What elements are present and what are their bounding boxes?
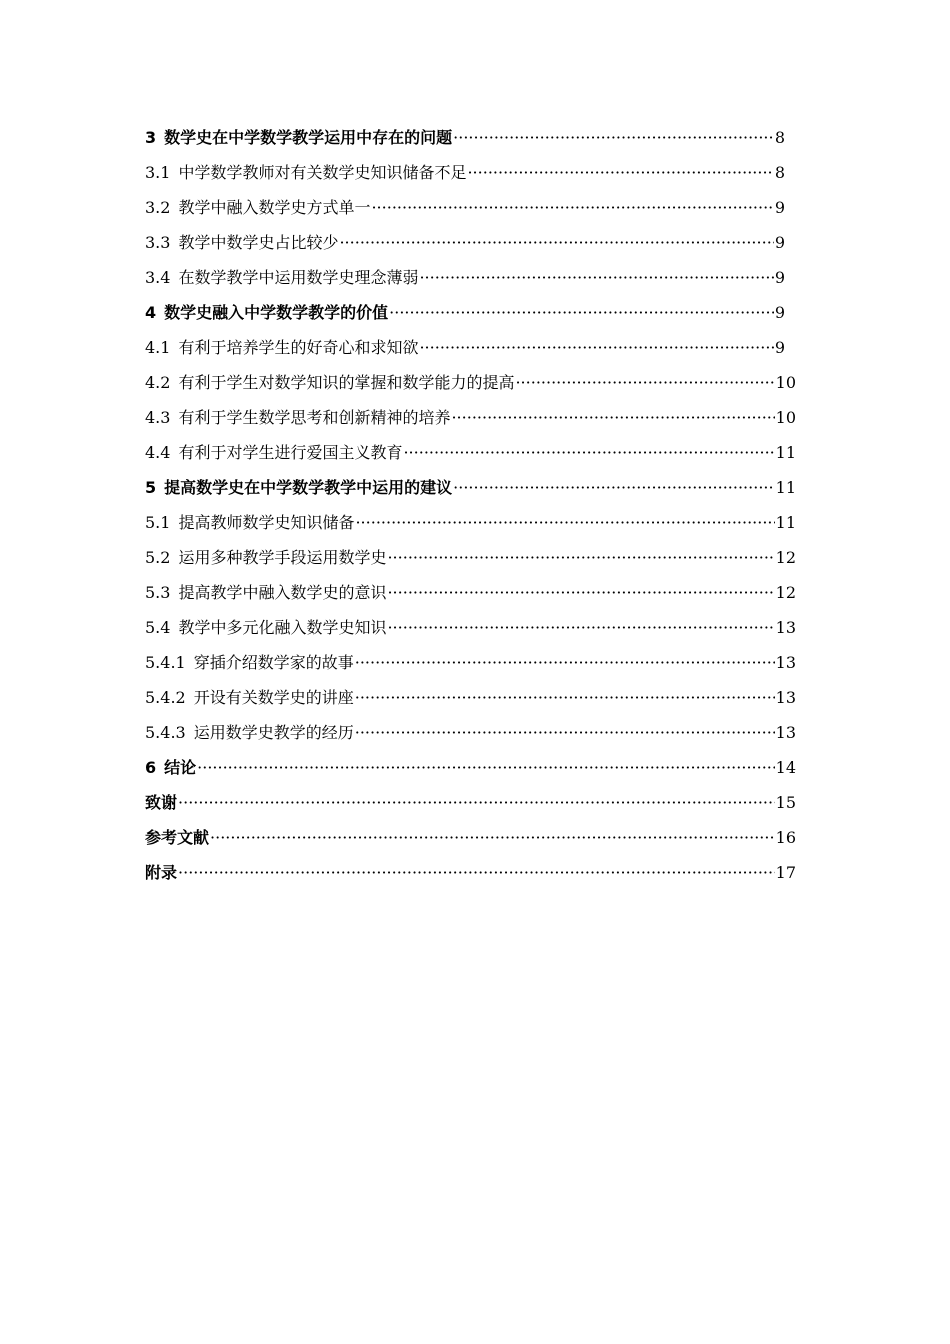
- toc-entry[interactable]: [145, 295, 796, 330]
- toc-entry[interactable]: [145, 785, 796, 820]
- toc-entry-number: 5.4.1: [145, 653, 186, 672]
- toc-entry[interactable]: [145, 225, 796, 260]
- toc-entry-title: 附录: [145, 863, 178, 882]
- toc-leader-dots: [178, 785, 775, 820]
- toc-entry-page: 10: [775, 373, 796, 392]
- toc-entry-page: 8: [774, 163, 785, 182]
- toc-entry-title: 运用多种教学手段运用数学史: [178, 548, 387, 567]
- toc-entry-number: 3: [145, 128, 157, 147]
- toc-entry-title: 致谢: [145, 793, 178, 812]
- toc-entry-page: 17: [775, 863, 796, 882]
- toc-entry-number: 5.4.2: [145, 688, 186, 707]
- toc-entry-page: 11: [775, 513, 796, 532]
- toc-leader-dots: [355, 680, 775, 715]
- toc-entry-page: 9: [774, 198, 785, 217]
- toc-leader-dots: [419, 330, 773, 365]
- toc-entry-title: 提高教师数学史知识储备: [178, 513, 355, 532]
- toc-leader-dots: [178, 855, 775, 890]
- toc-leader-dots: [389, 295, 774, 330]
- toc-entry-title: 有利于培养学生的好奇心和求知欲: [178, 338, 419, 357]
- toc-entry-title: 穿插介绍数学家的故事: [193, 653, 354, 672]
- toc-entry-page: 9: [774, 233, 785, 252]
- toc-entry-page: 14: [775, 758, 796, 777]
- toc-entry-page: 13: [775, 653, 796, 672]
- toc-entry-title: 运用数学史教学的经历: [193, 723, 354, 742]
- toc-leader-dots: [355, 715, 775, 750]
- toc-leader-dots: [453, 470, 774, 505]
- toc-entry[interactable]: [145, 330, 796, 365]
- toc-entry-title: 教学中融入数学史方式单一: [178, 198, 371, 217]
- toc-leader-dots: [387, 575, 774, 610]
- toc-entry-title: 在数学教学中运用数学史理念薄弱: [178, 268, 419, 287]
- toc-entry-number: 4.1: [145, 338, 171, 357]
- toc-entry[interactable]: [145, 470, 796, 505]
- toc-entry-title: 参考文献: [145, 828, 210, 847]
- toc-entry-page: 8: [774, 128, 785, 147]
- toc-entry-title: 中学数学教师对有关数学史知识储备不足: [178, 163, 467, 182]
- toc-entry-number: 5.1: [145, 513, 171, 532]
- toc-entry[interactable]: [145, 750, 796, 785]
- toc-leader-dots: [210, 820, 775, 855]
- toc-entry-number: 5.4: [145, 618, 171, 637]
- toc-entry[interactable]: [145, 820, 796, 855]
- toc-leader-dots: [453, 120, 774, 155]
- toc-entry-title: 结论: [164, 758, 197, 777]
- table-of-contents: [145, 120, 796, 890]
- toc-leader-dots: [515, 365, 774, 400]
- toc-entry-page: 10: [775, 408, 796, 427]
- toc-leader-dots: [387, 540, 774, 575]
- toc-entry-number: 3.1: [145, 163, 171, 182]
- toc-entry-title: 教学中多元化融入数学史知识: [178, 618, 387, 637]
- toc-entry[interactable]: [145, 435, 796, 470]
- toc-entry-page: 12: [775, 548, 796, 567]
- toc-entry-page: 15: [775, 793, 796, 812]
- toc-entry-page: 12: [775, 583, 796, 602]
- toc-entry-number: 4.3: [145, 408, 171, 427]
- toc-entry-number: 6: [145, 758, 157, 777]
- toc-leader-dots: [371, 190, 773, 225]
- toc-entry-page: 11: [775, 478, 796, 497]
- toc-entry-number: 3.3: [145, 233, 171, 252]
- toc-entry[interactable]: [145, 610, 796, 645]
- toc-entry-title: 教学中数学史占比较少: [178, 233, 339, 252]
- toc-entry-page: 9: [774, 338, 785, 357]
- toc-entry-page: 9: [774, 303, 785, 322]
- toc-entry-title: 提高数学史在中学数学教学中运用的建议: [164, 478, 453, 497]
- toc-entry-title: 有利于对学生进行爱国主义教育: [178, 443, 403, 462]
- toc-entry-number: 4: [145, 303, 157, 322]
- toc-entry[interactable]: [145, 365, 796, 400]
- toc-entry[interactable]: [145, 540, 796, 575]
- toc-entry[interactable]: [145, 680, 796, 715]
- toc-entry-title: 有利于学生对数学知识的掌握和数学能力的提高: [178, 373, 515, 392]
- toc-entry[interactable]: [145, 155, 796, 190]
- toc-entry[interactable]: [145, 855, 796, 890]
- toc-leader-dots: [419, 260, 773, 295]
- toc-entry-number: 5.4.3: [145, 723, 186, 742]
- toc-entry[interactable]: [145, 120, 796, 155]
- toc-entry-title: 有利于学生数学思考和创新精神的培养: [178, 408, 451, 427]
- toc-leader-dots: [339, 225, 773, 260]
- toc-entry-number: 3.4: [145, 268, 171, 287]
- toc-entry-number: 5.3: [145, 583, 171, 602]
- toc-entry-number: 3.2: [145, 198, 171, 217]
- toc-entry-page: 11: [775, 443, 796, 462]
- toc-leader-dots: [197, 750, 774, 785]
- toc-leader-dots: [451, 400, 774, 435]
- toc-entry-title: 数学史在中学数学教学运用中存在的问题: [164, 128, 453, 147]
- toc-leader-dots: [387, 610, 774, 645]
- toc-leader-dots: [467, 155, 773, 190]
- toc-leader-dots: [355, 505, 774, 540]
- toc-entry-page: 13: [775, 618, 796, 637]
- toc-entry-number: 4.4: [145, 443, 171, 462]
- toc-leader-dots: [355, 645, 775, 680]
- toc-entry-title: 提高教学中融入数学史的意识: [178, 583, 387, 602]
- toc-entry-page: 16: [775, 828, 796, 847]
- toc-entry[interactable]: [145, 645, 796, 680]
- toc-entry[interactable]: [145, 715, 796, 750]
- toc-entry[interactable]: [145, 190, 796, 225]
- toc-entry[interactable]: [145, 505, 796, 540]
- toc-entry-title: 开设有关数学史的讲座: [193, 688, 354, 707]
- toc-entry-page: 13: [775, 688, 796, 707]
- toc-entry-title: 数学史融入中学数学教学的价值: [164, 303, 389, 322]
- toc-entry[interactable]: [145, 575, 796, 610]
- toc-entry-page: 13: [775, 723, 796, 742]
- toc-entry-number: 4.2: [145, 373, 171, 392]
- toc-leader-dots: [403, 435, 774, 470]
- toc-entry-number: 5: [145, 478, 157, 497]
- toc-entry-number: 5.2: [145, 548, 171, 567]
- toc-entry[interactable]: [145, 260, 796, 295]
- toc-entry-page: 9: [774, 268, 785, 287]
- toc-entry[interactable]: [145, 400, 796, 435]
